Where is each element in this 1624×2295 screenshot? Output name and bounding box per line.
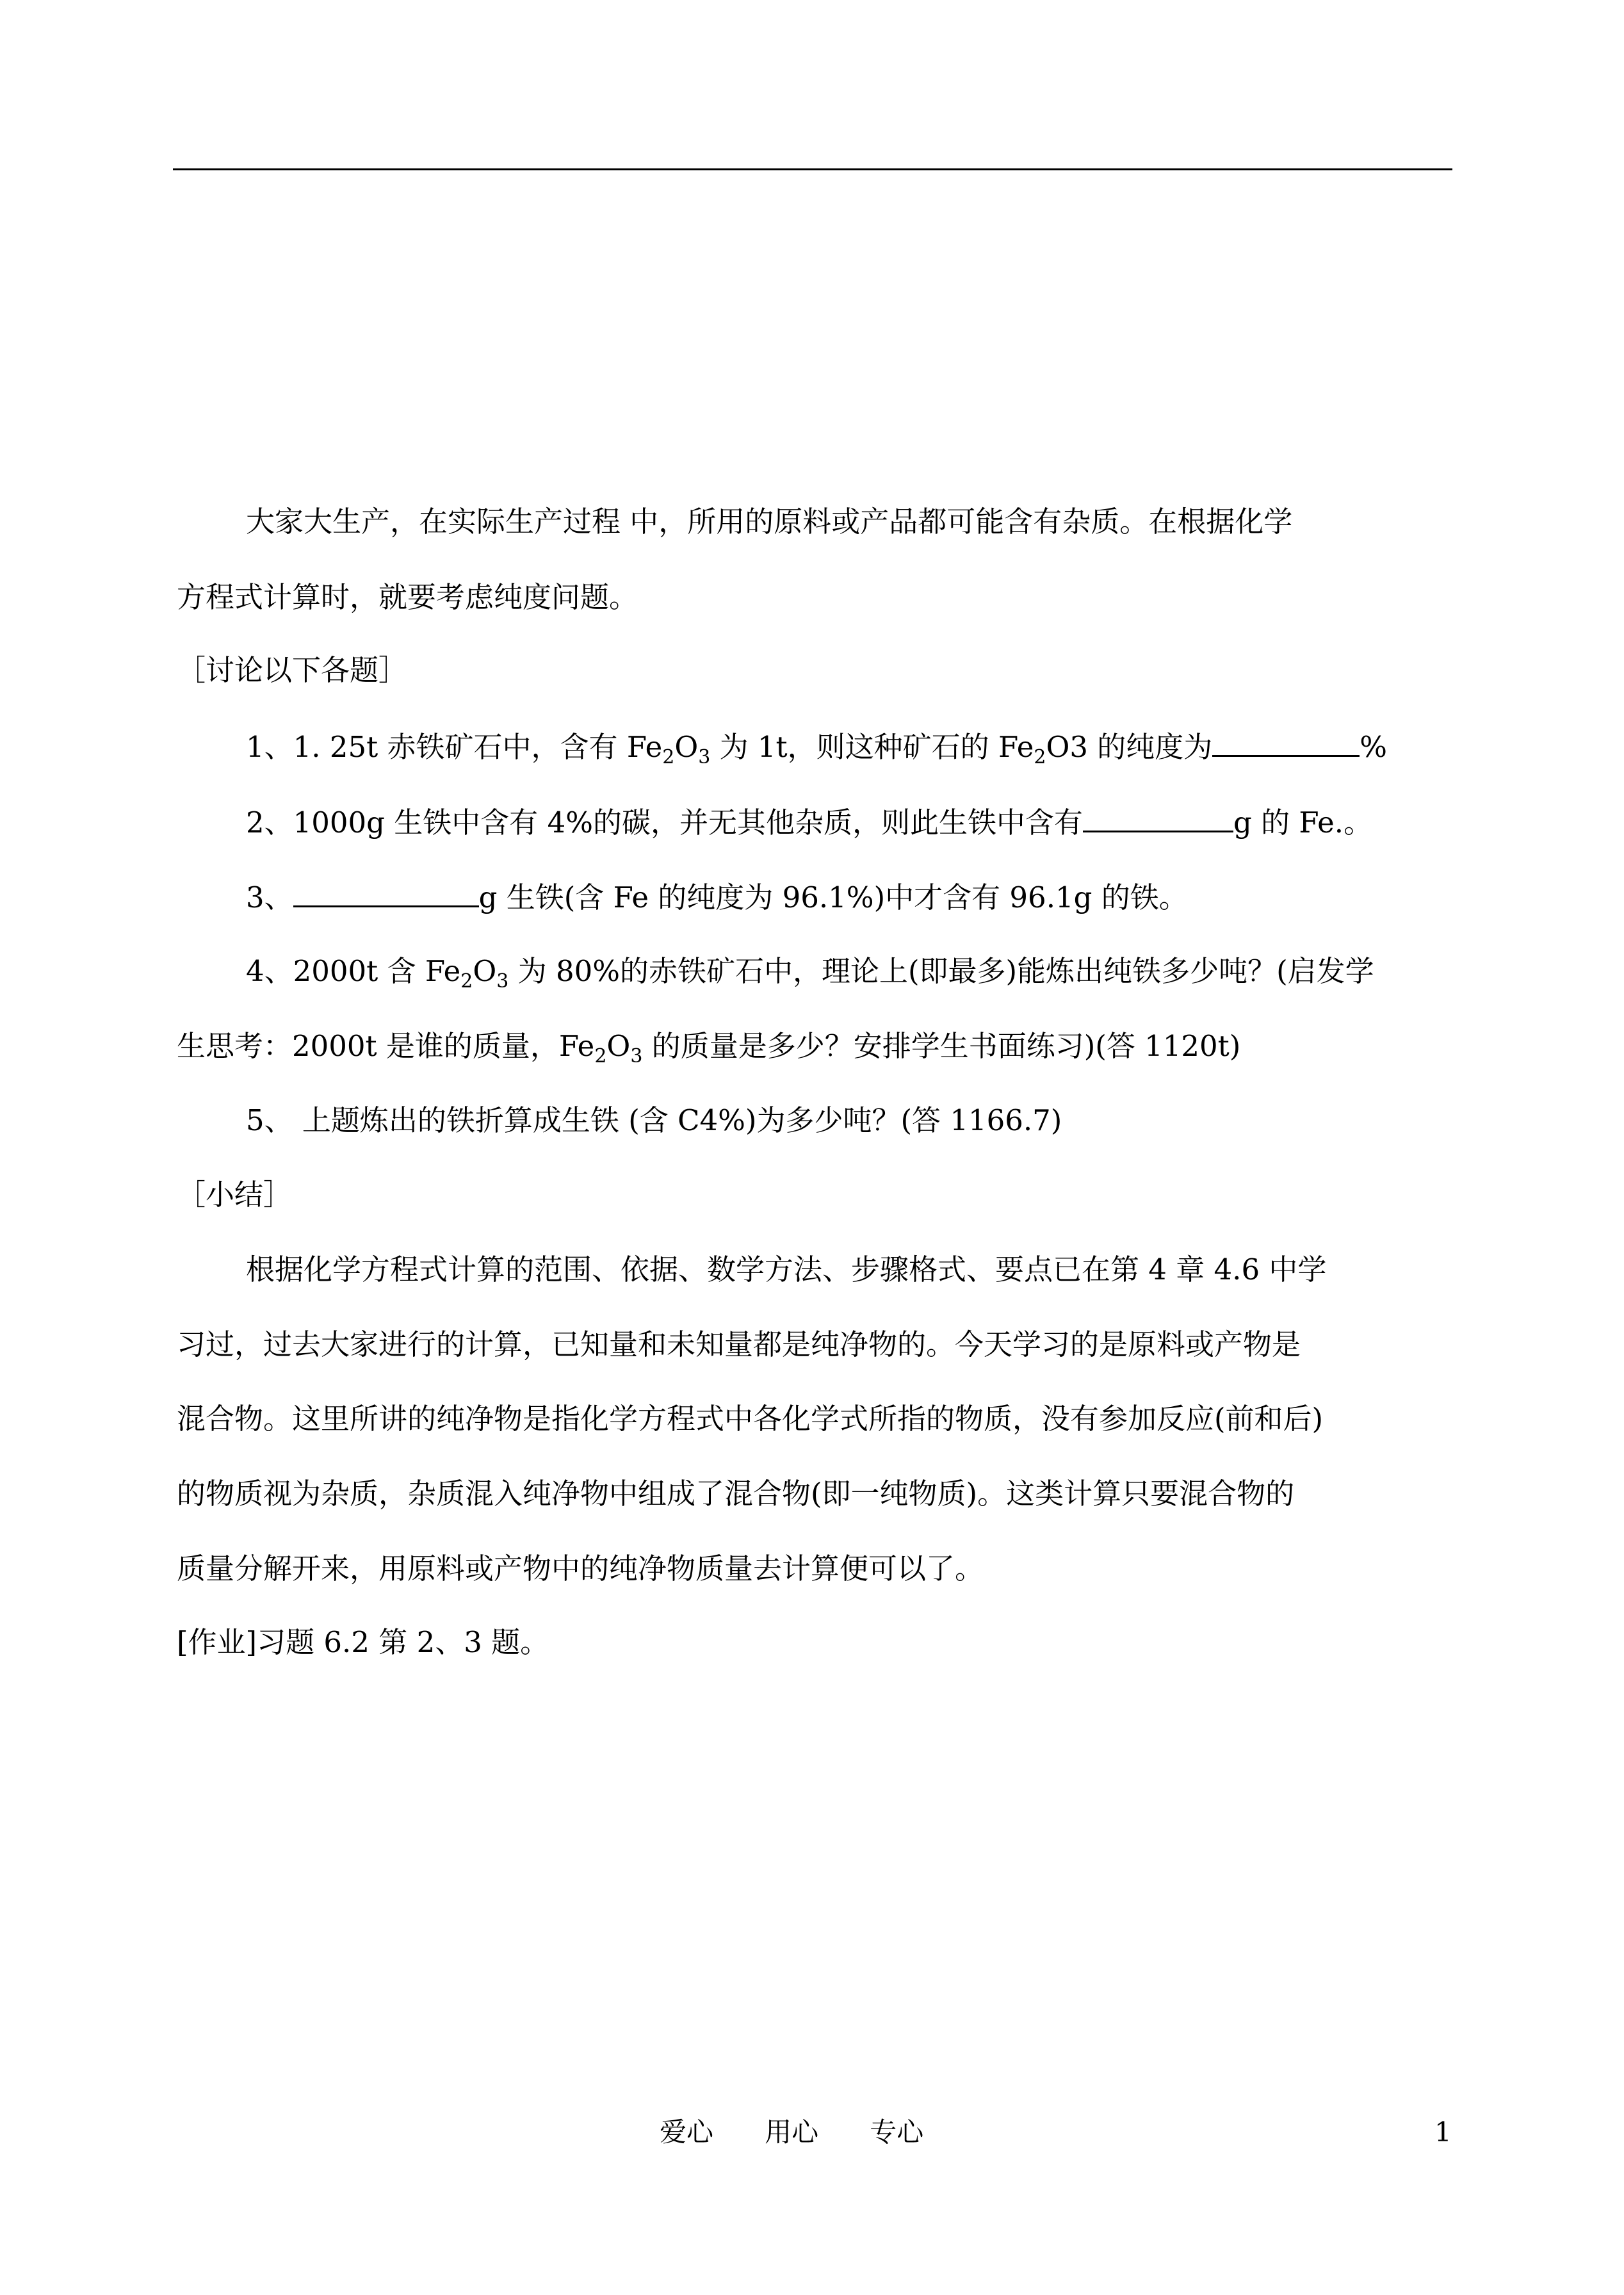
answer-blank-2[interactable] (1083, 802, 1233, 832)
question-2: 2、1000g 生铁中含有 4%的碳，并无其他杂质，则此生铁中含有 g 的 Fe.。 (246, 802, 1372, 842)
answer-blank-3[interactable] (293, 877, 479, 907)
discussion-heading: ［讨论以下各题］ (177, 653, 408, 687)
summary-heading: ［小结］ (177, 1178, 293, 1212)
answer-blank-1[interactable] (1212, 727, 1360, 757)
summary-line-4: 的物质视为杂质，杂质混入纯净物中组成了混合物(即一纯物质)。这类计算只要混合物的 (177, 1477, 1295, 1511)
page-number: 1 (1434, 2116, 1452, 2148)
summary-line-5: 质量分解开来，用原料或产物中的纯净物质量去计算便可以了。 (177, 1552, 984, 1585)
intro-line-2: 方程式计算时，就要考虑纯度问题。 (177, 580, 638, 614)
question-5: 5、 上题炼出的铁折算成生铁 (含 C4%)为多少吨？(答 1166.7) (246, 1103, 1062, 1137)
summary-line-1: 根据化学方程式计算的范围、依据、数学方法、步骤格式、要点已在第 4 章 4.6 中学 (246, 1253, 1327, 1286)
question-4-line-1: 4、2000t 含 $Fe_2O_3$ 为 80%的赤铁矿石中，理论上(即最多)能炼出纯铁多少吨？(启发学 (246, 954, 1374, 993)
question-4-line-2: 生思考：2000t 是谁的质量，$Fe_2O_3$ 的质量是多少？安排学生书面练习)(答 1120t) (177, 1029, 1241, 1067)
summary-line-3: 混合物。这里所讲的纯净物是指化学方程式中各化学式所指的物质，没有参加反应(前和后) (177, 1402, 1324, 1436)
header-rule (173, 168, 1452, 170)
footer-motto: 爱心 用心 专心 (660, 2116, 924, 2148)
intro-line-1: 大家大生产，在实际生产过程 中，所用的原料或产品都可能含有杂质。在根据化学 (246, 505, 1293, 539)
question-1: 1、1. 25t 赤铁矿石中，含有 $Fe_2O_3$ 为 1t，则这种矿石的 $Fe_2O3$ 的纯度为 % (246, 727, 1387, 766)
homework-line: [作业]习题 6.2 第 2、3 题。 (177, 1625, 549, 1659)
question-3: 3、 g 生铁(含 Fe 的纯度为 96.1%)中才含有 96.1g 的铁。 (246, 877, 1188, 917)
summary-line-2: 习过，过去大家进行的计算，已知量和未知量都是纯净物的。今天学习的是原料或产物是 (177, 1327, 1301, 1361)
